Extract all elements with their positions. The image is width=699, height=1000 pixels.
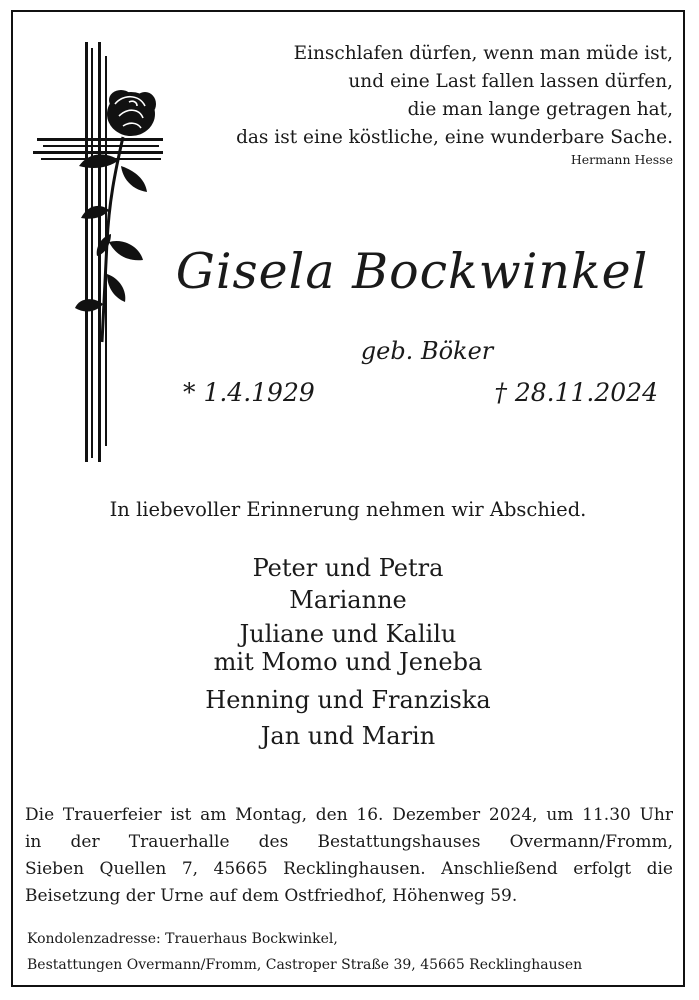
death-date: † 28.11.2024: [494, 378, 658, 407]
maiden-name: geb. Böker: [360, 337, 494, 365]
condolence-address: [27, 926, 673, 978]
mourner-entry: Henning und Franziska: [205, 686, 491, 714]
condolence-line: Bestattungen Overmann/Fromm, Castroper Straße 39, 45665 Recklinghausen: [27, 957, 583, 973]
poem-line: die man lange getragen hat,: [407, 99, 673, 120]
mourner-entry: Marianne: [289, 586, 407, 614]
ceremony-line: Sieben Quellen 7, 45665 Recklinghausen. Anschließend erfolgt die: [25, 859, 673, 879]
mourner-entry: Juliane und Kalilu: [239, 620, 457, 648]
ceremony-line: Beisetzung der Urne auf dem Ostfriedhof, Höhenweg 59.: [25, 886, 518, 906]
mourners-list: [13, 552, 683, 752]
birth-date: * 1.4.1929: [183, 378, 315, 407]
deceased-name: Gisela Bockwinkel: [175, 243, 649, 300]
ceremony-info: [25, 802, 673, 910]
mourner-entry: mit Momo und Jeneba: [213, 648, 483, 676]
poem-author: Hermann Hesse: [570, 152, 673, 167]
poem-line: Einschlafen dürfen, wenn man müde ist,: [293, 43, 673, 64]
mourner-entry: Peter und Petra: [252, 554, 444, 582]
condolence-line: Kondolenzadresse: Trauerhaus Bockwinkel,: [27, 931, 338, 947]
ceremony-line: in der Trauerhalle des Bestattungshauses Overmann/Fromm,: [25, 832, 673, 852]
poem-quote: [203, 40, 673, 170]
poem-line: das ist eine köstliche, eine wunderbare Sache.: [236, 127, 673, 148]
ceremony-line: Die Trauerfeier ist am Montag, den 16. Dezember 2024, um 11.30 Uhr: [25, 805, 673, 825]
obituary-frame: [11, 10, 685, 987]
mourner-entry: Jan und Marin: [260, 722, 436, 750]
cross-with-rose-icon: [23, 42, 173, 462]
farewell-text: In liebevoller Erinnerung nehmen wir Abschied.: [109, 498, 587, 521]
poem-line: und eine Last fallen lassen dürfen,: [348, 71, 673, 92]
